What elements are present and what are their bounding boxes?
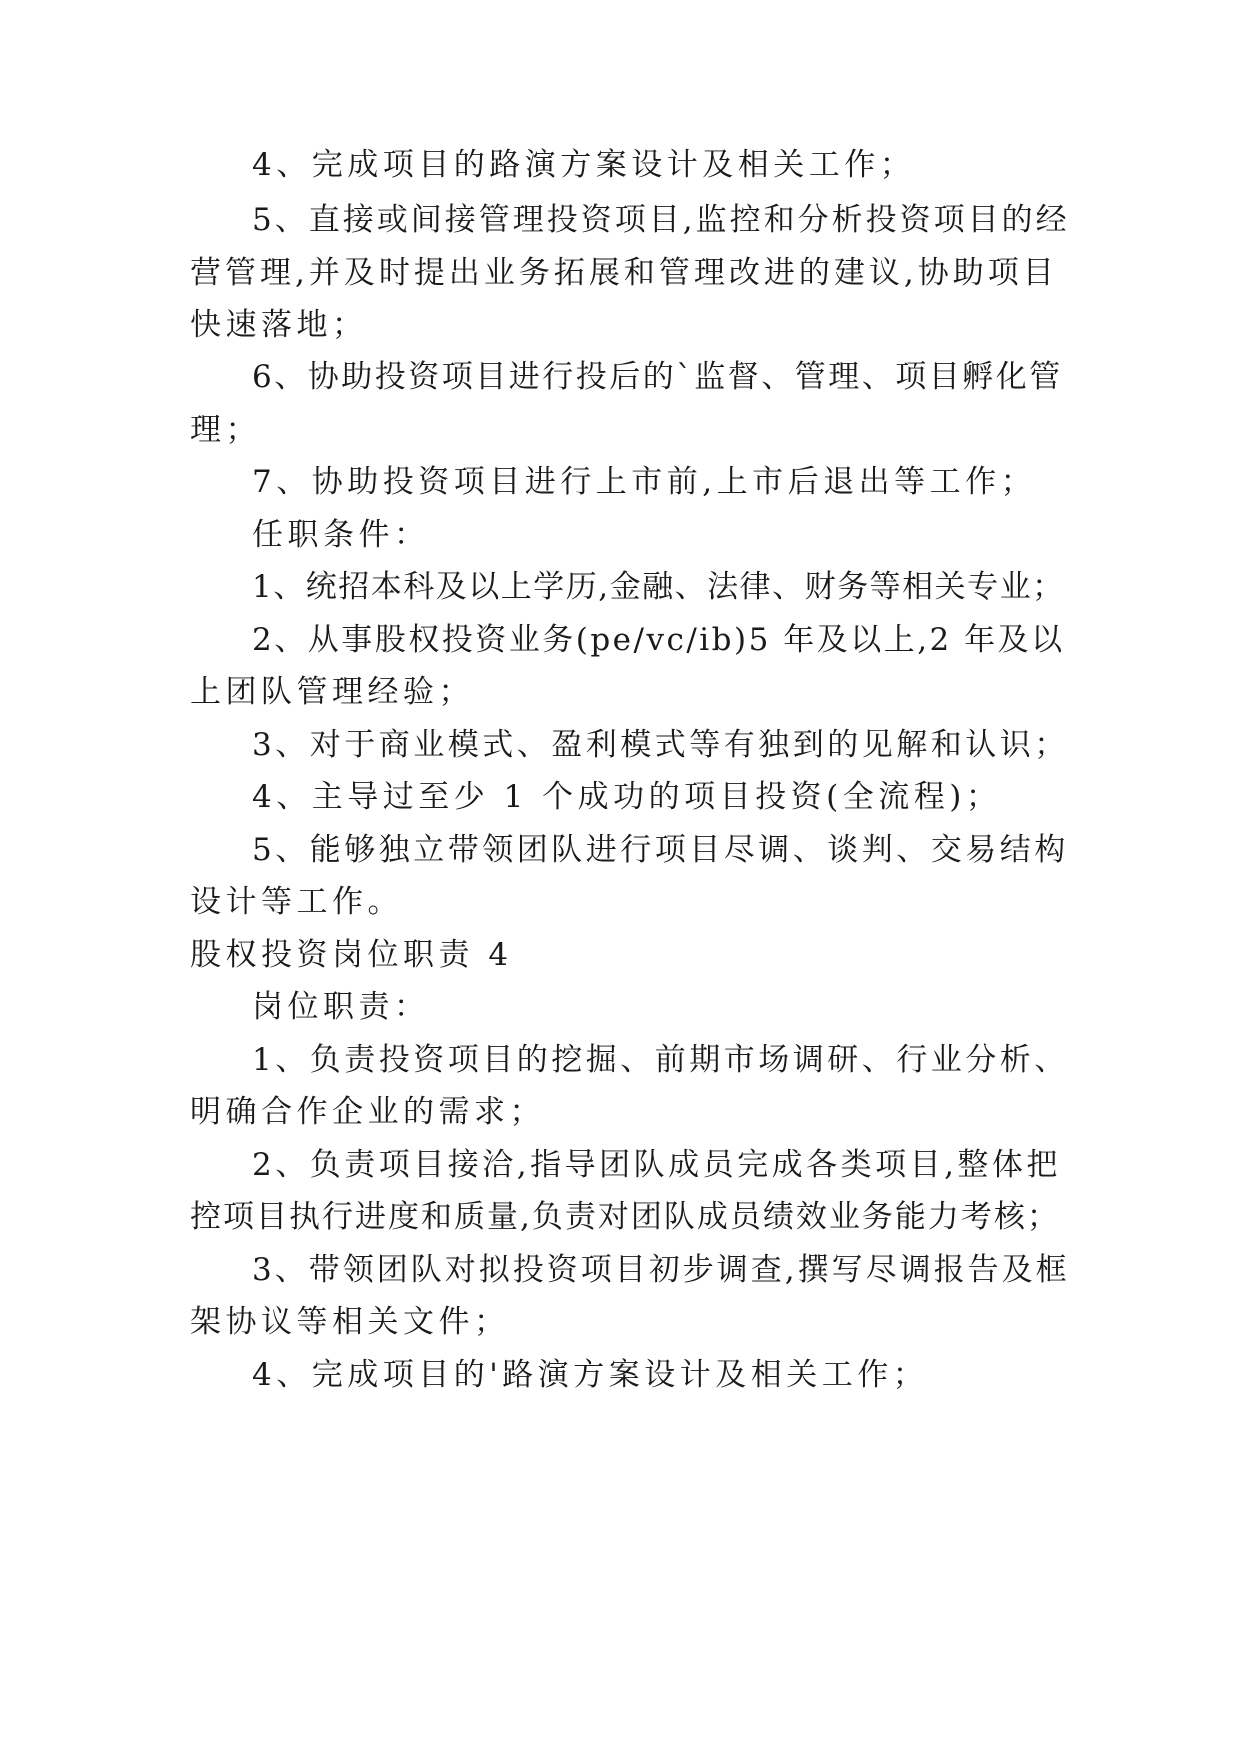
paragraph-line: 4、完成项目的'路演方案设计及相关工作； [252,1357,929,1393]
document-heading: 股权投资岗位职责 4 [190,937,513,973]
paragraph-line: 6、协助投资项目进行投后的`监督、管理、项目孵化管 [252,359,1063,395]
paragraph-line: 明确合作企业的需求； [190,1094,545,1130]
paragraph-line: 5、直接或间接管理投资项目,监控和分析投资项目的经 [252,202,1070,238]
paragraph-line: 3、带领团队对拟投资项目初步调查,撰写尽调报告及框 [252,1252,1070,1288]
paragraph-line: 设计等工作。 [190,884,403,920]
paragraph-line: 架协议等相关文件； [190,1304,510,1340]
paragraph-line: 3、对于商业模式、盈利模式等有独到的见解和认识； [252,727,1069,763]
paragraph-line: 7、协助投资项目进行上市前,上市后退出等工作； [252,464,1037,500]
paragraph-line: 上团队管理经验； [190,674,474,710]
paragraph-line: 营管理,并及时提出业务拓展和管理改进的建议,协助项目 [190,255,1058,291]
paragraph-line: 2、从事股权投资业务(pe/vc/ib)5 年及以上,2 年及以 [252,622,1065,658]
paragraph-line: 快速落地； [190,307,368,343]
paragraph-line: 5、能够独立带领团队进行项目尽调、谈判、交易结构 [252,832,1069,868]
paragraph-line: 控项目执行进度和质量,负责对团队成员绩效业务能力考核； [190,1199,1060,1235]
paragraph-line: 1、统招本科及以上学历,金融、法律、财务等相关专业； [252,569,1065,605]
paragraph-line: 1、负责投资项目的挖掘、前期市场调研、行业分析、 [252,1042,1069,1078]
paragraph-line: 4、完成项目的路演方案设计及相关工作； [252,147,916,183]
paragraph-line: 2、负责项目接洽,指导团队成员完成各类项目,整体把 [252,1147,1061,1183]
paragraph-line: 理； [190,412,261,448]
paragraph-line: 4、主导过至少 1 个成功的项目投资(全流程)； [252,779,1002,815]
section-heading: 任职条件： [252,517,430,553]
section-heading: 岗位职责： [252,989,430,1025]
